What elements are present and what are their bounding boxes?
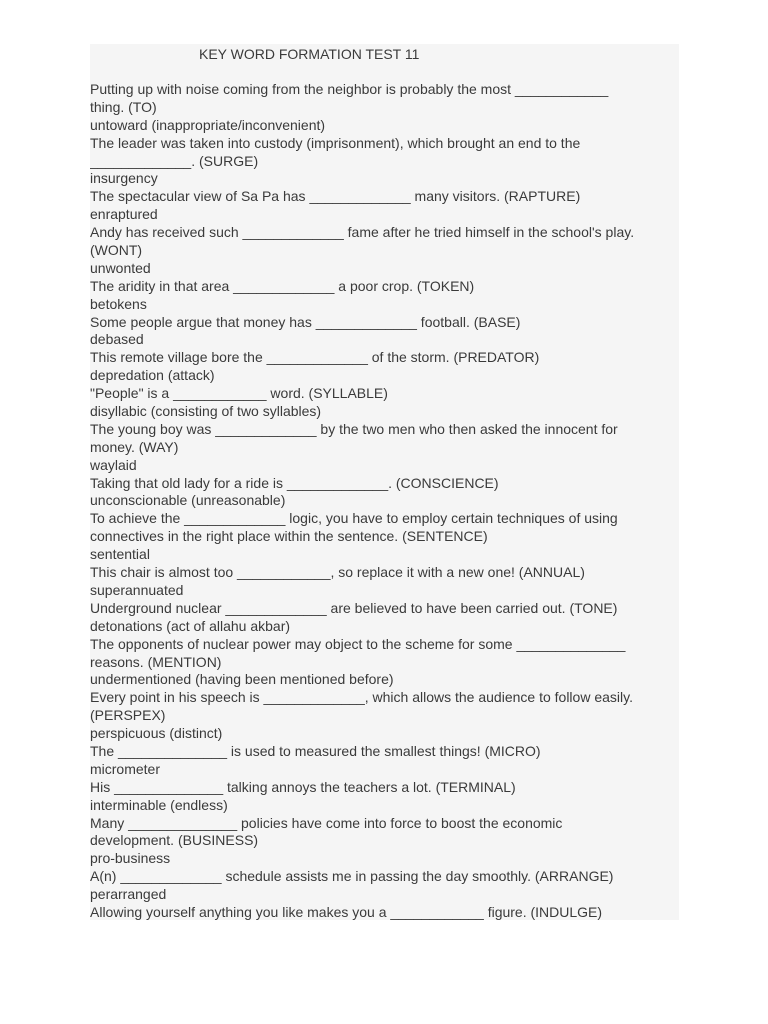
document-title: KEY WORD FORMATION TEST 11 [199, 46, 420, 62]
answer-line: unconscionable (unreasonable) [90, 492, 286, 509]
answer-line: betokens [90, 295, 147, 312]
answer-line: sentential [90, 546, 150, 563]
answer-line: interminable (endless) [90, 796, 228, 813]
document-page [90, 44, 679, 920]
text-line: The opponents of nuclear power may object to the scheme for some ______________ [90, 635, 626, 652]
answer-line: disyllabic (consisting of two syllables) [90, 403, 322, 420]
text-line: Underground nuclear _____________ are believed to have been carried out. (TONE) [90, 599, 618, 616]
answer-line: debased [90, 331, 144, 348]
text-line: A(n) _____________ schedule assists me in passing the day smoothly. (ARRANGE) [90, 868, 614, 885]
document-body [90, 81, 679, 920]
text-line: _____________. (SURGE) [90, 152, 259, 169]
answer-line: untoward (inappropriate/inconvenient) [90, 116, 326, 133]
text-line: development. (BUSINESS) [90, 832, 259, 849]
text-line: The aridity in that area _____________ a poor crop. (TOKEN) [90, 277, 475, 294]
text-line: Some people argue that money has _____________ football. (BASE) [90, 313, 521, 330]
text-line: The leader was taken into custody (imprisonment), which brought an end to the [90, 134, 581, 151]
text-line: money. (WAY) [90, 438, 179, 455]
answer-line: waylaid [90, 456, 137, 473]
answer-line: micrometer [90, 760, 161, 777]
text-line: Every point in his speech is _____________, which allows the audience to follow easily. [90, 689, 633, 706]
answer-line: superannuated [90, 581, 184, 598]
text-line: (WONT) [90, 242, 143, 259]
text-line: reasons. (MENTION) [90, 653, 222, 670]
text-line: connectives in the right place within the sentence. (SENTENCE) [90, 528, 488, 545]
text-line: Andy has received such _____________ fame after he tried himself in the school's play. [90, 224, 635, 241]
text-line: The young boy was _____________ by the two men who then asked the innocent for [90, 420, 618, 437]
answer-line: depredation (attack) [90, 367, 215, 384]
text-line: This chair is almost too ____________, so replace it with a new one! (ANNUAL) [90, 564, 585, 581]
answer-line: detonations (act of allahu akbar) [90, 617, 291, 634]
text-line: The ______________ is used to measured the smallest things! (MICRO) [90, 742, 541, 759]
answer-line: undermentioned (having been mentioned before) [90, 671, 394, 688]
answer-line: pro-business [90, 850, 171, 867]
answer-line: enraptured [90, 206, 158, 223]
text-line: This remote village bore the _____________ of the storm. (PREDATOR) [90, 349, 540, 366]
text-line: The spectacular view of Sa Pa has _____________ many visitors. (RAPTURE) [90, 188, 581, 205]
text-line: To achieve the _____________ logic, you have to employ certain techniques of using [90, 510, 618, 527]
answer-line: insurgency [90, 170, 158, 187]
answer-line: perarranged [90, 886, 167, 903]
text-line: thing. (TO) [90, 98, 157, 115]
text-line: Many ______________ policies have come into force to boost the economic [90, 814, 563, 831]
text-line: Taking that old lady for a ride is _____________. (CONSCIENCE) [90, 474, 499, 491]
text-line: His ______________ talking annoys the teachers a lot. (TERMINAL) [90, 778, 516, 795]
text-line: (PERSPEX) [90, 707, 166, 724]
answer-line: unwonted [90, 259, 151, 276]
text-line: Putting up with noise coming from the neighbor is probably the most ____________ [90, 81, 609, 97]
text-line: Allowing yourself anything you like makes you a ____________ figure. (INDULGE) [90, 903, 603, 920]
answer-line: perspicuous (distinct) [90, 725, 223, 742]
text-line: "People" is a ____________ word. (SYLLABLE) [90, 385, 388, 402]
